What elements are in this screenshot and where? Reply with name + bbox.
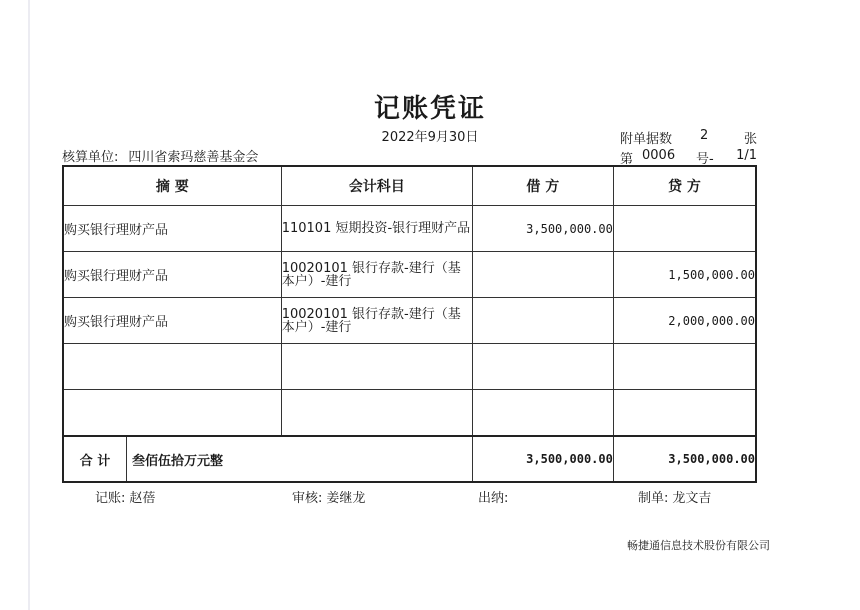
total-cell — [63, 436, 472, 482]
table-row — [63, 344, 756, 390]
total-debit: 3,500,000.00 — [472, 436, 613, 482]
row-credit — [613, 206, 756, 252]
accounting-unit — [62, 146, 258, 165]
total-row — [63, 436, 756, 482]
accounting-unit-label: 核算单位: — [62, 150, 119, 165]
row-credit — [613, 344, 756, 390]
voucher-table — [62, 165, 757, 483]
table-row — [63, 298, 756, 344]
cashier-label: 出纳: — [478, 491, 509, 506]
row-summary: 购买银行理财产品 — [63, 252, 281, 298]
reviewer-name: 姜继龙 — [326, 491, 366, 506]
bookkeeper-signature — [95, 487, 155, 506]
company-name: 畅捷通信息技术股份有限公司 — [627, 539, 770, 552]
bookkeeper-name: 赵蓓 — [129, 491, 156, 506]
account-header: 会计科目 — [281, 166, 472, 206]
voucher-title: 记账凭证 — [373, 94, 486, 124]
attachment-label: 附单据数 — [620, 132, 673, 147]
row-summary: 购买银行理财产品 — [63, 206, 281, 252]
table-row — [63, 390, 756, 437]
total-in-words: 叁佰伍拾万元整 — [132, 453, 224, 469]
row-debit — [472, 390, 613, 437]
row-debit — [472, 298, 613, 344]
accounting-unit-value: 四川省索玛慈善基金会 — [128, 150, 259, 165]
reviewer-label: 审核: — [292, 491, 323, 506]
attachment-count — [620, 128, 757, 147]
credit-header: 贷 方 — [613, 166, 756, 206]
total-label: 合 计 — [64, 437, 127, 481]
voucher-number-value: 0006 — [642, 148, 676, 163]
row-debit — [472, 344, 613, 390]
bookkeeper-label: 记账: — [95, 491, 126, 506]
voucher-date: 2022年9月30日 — [381, 130, 479, 145]
row-debit: 3,500,000.00 — [472, 206, 613, 252]
total-credit: 3,500,000.00 — [613, 436, 756, 482]
attachment-unit: 张 — [743, 132, 757, 147]
table-row — [63, 252, 756, 298]
header-row — [63, 166, 756, 206]
row-credit: 1,500,000.00 — [613, 252, 756, 298]
row-debit — [472, 252, 613, 298]
preparer-signature — [638, 487, 711, 506]
row-account — [281, 344, 472, 390]
row-summary: 购买银行理财产品 — [63, 298, 281, 344]
table-row — [63, 206, 756, 252]
row-summary — [63, 344, 281, 390]
row-account: 10020101 银行存款-建行（基本户）-建行 — [281, 298, 472, 344]
attachment-number: 2 — [700, 128, 709, 143]
cashier-signature — [478, 487, 512, 506]
voucher-number-suffix: 号- — [696, 152, 714, 167]
debit-header: 借 方 — [472, 166, 613, 206]
row-credit — [613, 390, 756, 437]
row-account: 10020101 银行存款-建行（基本户）-建行 — [281, 252, 472, 298]
reviewer-signature — [292, 487, 365, 506]
voucher-page: 1/1 — [736, 148, 757, 163]
row-account — [281, 390, 472, 437]
preparer-label: 制单: — [638, 491, 669, 506]
row-summary — [63, 390, 281, 437]
summary-header: 摘 要 — [63, 166, 281, 206]
row-account: 110101 短期投资-银行理财产品 — [281, 206, 472, 252]
row-credit: 2,000,000.00 — [613, 298, 756, 344]
voucher-number-prefix: 第 — [620, 152, 634, 167]
preparer-name: 龙文吉 — [672, 491, 712, 506]
